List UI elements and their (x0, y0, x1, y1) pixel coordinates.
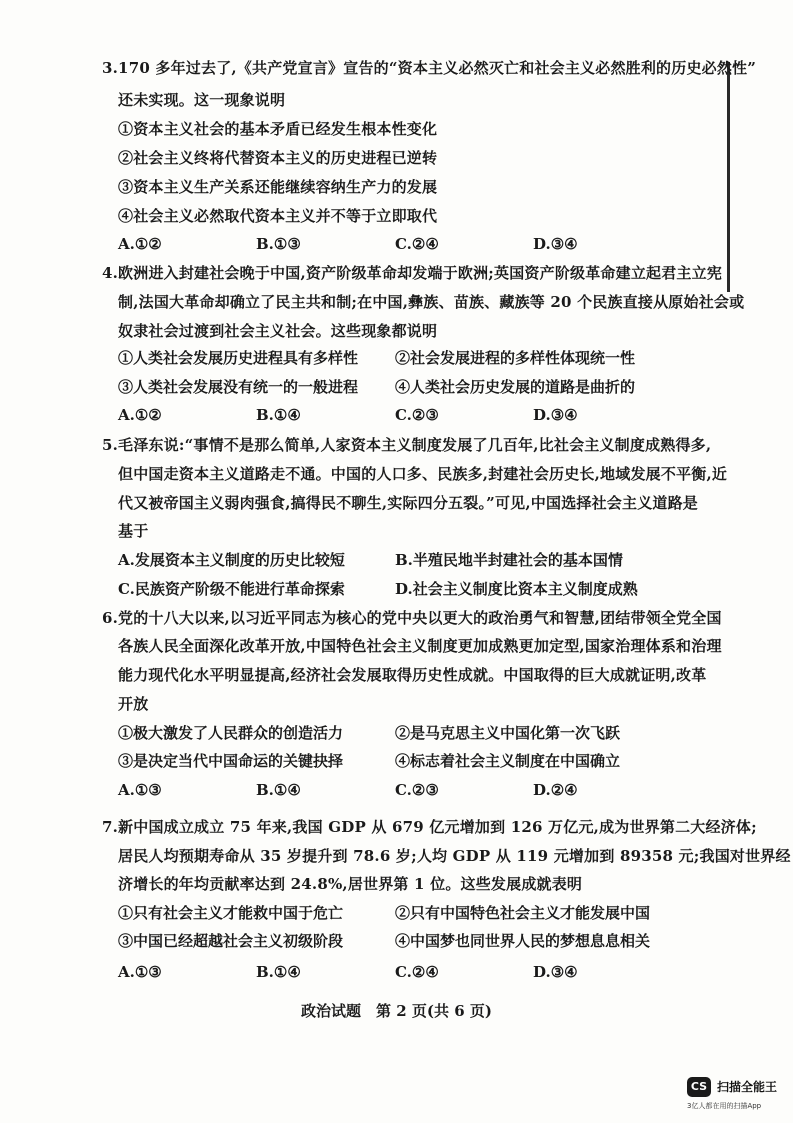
q7-item-4: ④中国梦也同世界人民的梦想息息相关 (395, 932, 651, 950)
q6-option-c: C.②③ (395, 781, 439, 799)
q6-stem-line-4: 开放 (118, 695, 149, 713)
q4-option-c: C.②③ (395, 406, 439, 424)
q4-stem-line-3: 奴隶社会过渡到社会主义社会。这些现象都说明 (118, 322, 438, 340)
q7-item-3: ③中国已经超越社会主义初级阶段 (118, 932, 344, 950)
page-footer: 政治试题 第 2 页(共 6 页) (301, 1002, 492, 1020)
q3-item-4: ④社会主义必然取代资本主义并不等于立即取代 (118, 207, 438, 225)
q4-item-1: ①人类社会发展历史进程具有多样性 (118, 349, 359, 367)
q7-option-a: A.①③ (118, 963, 162, 981)
q3-stem-line-1: 3.170 多年过去了,《共产党宣言》宣告的“资本主义必然灭亡和社会主义必然胜利的历史必然性” (102, 59, 757, 77)
q6-stem-line-2: 各族人民全面深化改革开放,中国特色社会主义制度更加成熟更加定型,国家治理体系和治理 (118, 637, 722, 655)
q5-stem-line-1: 5.毛泽东说:“事情不是那么简单,人家资本主义制度发展了几百年,比社会主义制度成熟得多, (102, 436, 712, 454)
q3-item-1: ①资本主义社会的基本矛盾已经发生根本性变化 (118, 120, 438, 138)
q7-stem-line-1: 7.新中国成立成立 75 年来,我国 GDP 从 679 亿元增加到 126 万亿元,成为世界第二大经济体; (102, 818, 757, 836)
q3-stem-line-2: 还未实现。这一现象说明 (118, 91, 286, 109)
q5-option-d: D.社会主义制度比资本主义制度成熟 (395, 580, 638, 598)
q7-option-c: C.②④ (395, 963, 439, 981)
q4-item-4: ④人类社会历史发展的道路是曲折的 (395, 378, 636, 396)
watermark-app-name: 扫描全能王 (717, 1080, 778, 1094)
q7-option-d: D.③④ (533, 963, 578, 981)
q4-stem-line-2: 制,法国大革命却确立了民主共和制;在中国,彝族、苗族、藏族等 20 个民族直接从原始社会或 (118, 293, 745, 311)
q4-stem-line-1: 4.欧洲进入封建社会晚于中国,资产阶级革命却发端于欧洲;英国资产阶级革命建立起君主立宪 (102, 264, 723, 282)
q3-option-a: A.①② (118, 235, 162, 253)
watermark-tagline: 3亿人都在用的扫描App (687, 1102, 762, 1110)
q5-stem-line-3: 代又被帝国主义弱肉强食,搞得民不聊生,实际四分五裂。”可见,中国选择社会主义道路是 (118, 494, 698, 512)
q3-option-d: D.③④ (533, 235, 578, 253)
q3-option-b: B.①③ (256, 235, 301, 253)
q4-option-d: D.③④ (533, 406, 578, 424)
q4-item-3: ③人类社会发展没有统一的一般进程 (118, 378, 359, 396)
q7-stem-line-2: 居民人均预期寿命从 35 岁提升到 78.6 岁;人均 GDP 从 119 元增加到 89358 元;我国对世界经 (118, 847, 791, 865)
scanner-watermark (687, 1075, 787, 1117)
camscanner-logo-icon: CS (687, 1077, 711, 1097)
q4-option-b: B.①④ (256, 406, 301, 424)
q6-item-3: ③是决定当代中国命运的关键抉择 (118, 752, 344, 770)
q4-item-2: ②社会发展进程的多样性体现统一性 (395, 349, 636, 367)
q6-item-4: ④标志着社会主义制度在中国确立 (395, 752, 621, 770)
q6-option-b: B.①④ (256, 781, 301, 799)
q6-item-1: ①极大激发了人民群众的创造活力 (118, 724, 344, 742)
q5-option-a: A.发展资本主义制度的历史比较短 (118, 551, 345, 569)
q7-item-2: ②只有中国特色社会主义才能发展中国 (395, 904, 651, 922)
q7-item-1: ①只有社会主义才能救中国于危亡 (118, 904, 344, 922)
q7-stem-line-3: 济增长的年均贡献率达到 24.8%,居世界第 1 位。这些发展成就表明 (118, 875, 583, 893)
q5-option-c: C.民族资产阶级不能进行革命探索 (118, 580, 345, 598)
q6-item-2: ②是马克思主义中国化第一次飞跃 (395, 724, 621, 742)
q5-option-b: B.半殖民地半封建社会的基本国情 (395, 551, 623, 569)
q5-stem-line-2: 但中国走资本主义道路走不通。中国的人口多、民族多,封建社会历史长,地域发展不平衡,近 (118, 465, 728, 483)
q6-option-a: A.①③ (118, 781, 162, 799)
q4-option-a: A.①② (118, 406, 162, 424)
q5-stem-line-4: 基于 (118, 522, 149, 540)
q6-stem-line-3: 能力现代化水平明显提高,经济社会发展取得历史性成就。中国取得的巨大成就证明,改革 (118, 666, 707, 684)
q3-option-c: C.②④ (395, 235, 439, 253)
q6-option-d: D.②④ (533, 781, 578, 799)
q7-option-b: B.①④ (256, 963, 301, 981)
q6-stem-line-1: 6.党的十八大以来,以习近平同志为核心的党中央以更大的政治勇气和智慧,团结带领全党全国 (102, 609, 722, 627)
scan-edge-line (727, 62, 730, 292)
q3-item-3: ③资本主义生产关系还能继续容纳生产力的发展 (118, 178, 438, 196)
q3-item-2: ②社会主义终将代替资本主义的历史进程已逆转 (118, 149, 438, 167)
